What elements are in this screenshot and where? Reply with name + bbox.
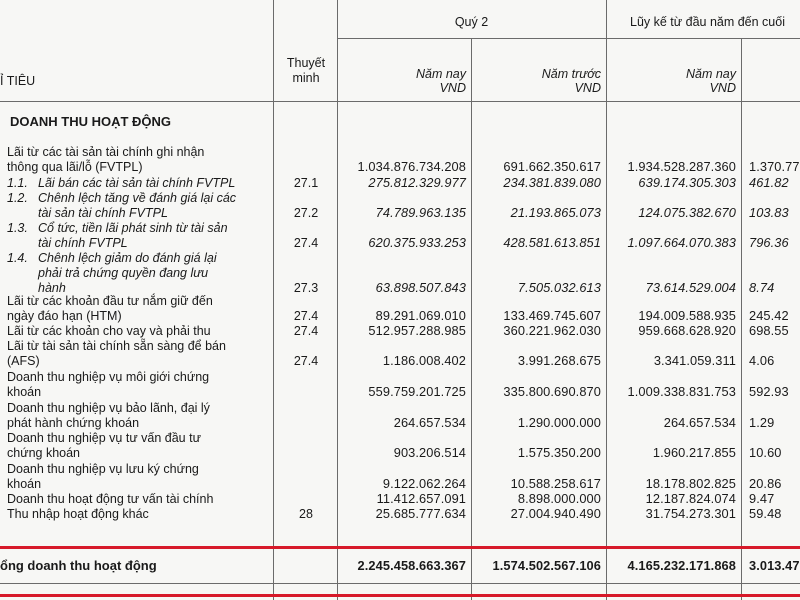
row-ytd-this: 12.187.824.074 — [645, 491, 736, 506]
row-label: Lãi từ các khoản đầu tư nắm giữ đến — [7, 294, 213, 308]
row-ytd-this: 959.668.628.920 — [638, 323, 736, 338]
header-quy2: Quý 2 — [454, 15, 489, 29]
row-q-this: 89.291.069.010 — [375, 308, 466, 323]
row-ytd-prev: 8.74 — [749, 280, 775, 295]
row-label: Lãi từ các tài sản tài chính ghi nhận — [7, 145, 205, 159]
row-ytd-this: 194.009.588.935 — [638, 308, 736, 323]
row-label: Doanh thu nghiệp vụ lưu ký chứng — [7, 462, 199, 476]
row-label: thông qua lãi/lỗ (FVTPL) — [7, 160, 143, 174]
row-label: Doanh thu nghiệp vụ bảo lãnh, đại lý — [7, 401, 210, 415]
row-label: ngày đáo hạn (HTM) — [7, 309, 122, 323]
row-q-prev: 133.469.745.607 — [503, 308, 601, 323]
row-ytd-this: 1.934.528.287.360 — [627, 159, 736, 174]
row-prefix: 1.1. — [7, 176, 28, 190]
row-note: 27.4 — [293, 354, 319, 368]
row-q-this: 264.657.534 — [393, 415, 466, 430]
header-luy-ke: Lũy kế từ đầu năm đến cuối — [630, 15, 785, 29]
row-label: chứng khoán — [7, 446, 81, 460]
row-ytd-this: 1.097.664.070.383 — [627, 235, 736, 250]
row-q-prev: 10.588.258.617 — [510, 476, 601, 491]
row-ytd-prev: 592.93 — [749, 384, 789, 399]
row-ytd-this: 639.174.305.303 — [638, 175, 736, 190]
header-thuyet-minh-2: minh — [292, 71, 320, 85]
total-q-this: 2.245.458.663.367 — [357, 558, 466, 573]
total-bottom-line — [0, 583, 800, 584]
header-col-a-1: Năm nay — [415, 67, 466, 81]
row-note: 27.4 — [293, 309, 319, 323]
section-title: DOANH THU HOẠT ĐỘNG — [10, 114, 172, 129]
row-label: tài chính FVTPL — [38, 236, 128, 250]
row-note: 27.3 — [293, 281, 319, 295]
row-note: 28 — [299, 507, 313, 521]
row-ytd-this: 1.009.338.831.753 — [627, 384, 736, 399]
header-underline-top — [337, 38, 800, 39]
row-note: 27.1 — [293, 176, 319, 190]
row-q-prev: 7.505.032.613 — [517, 280, 601, 295]
col-divider-ytd-inner — [741, 38, 742, 600]
row-q-this: 25.685.777.634 — [375, 506, 466, 521]
row-label: Lãi từ tài sản tài chính sẵn sàng để bán — [7, 339, 226, 353]
row-ytd-prev: 461.82 — [749, 175, 789, 190]
header-col-c-2: VND — [709, 81, 736, 95]
row-q-prev: 27.004.940.490 — [510, 506, 601, 521]
row-q-this: 1.034.876.734.208 — [357, 159, 466, 174]
row-prefix: 1.4. — [7, 251, 28, 265]
total-ytd-this: 4.165.232.171.868 — [627, 558, 736, 573]
row-q-prev: 21.193.865.073 — [510, 205, 601, 220]
row-label: (AFS) — [7, 354, 40, 368]
row-q-prev: 1.575.350.200 — [517, 445, 601, 460]
total-top-accent — [0, 546, 800, 549]
total-ytd-prev: 3.013.47 — [749, 558, 800, 573]
row-q-this: 903.206.514 — [393, 445, 466, 460]
header-col-b-2: VND — [574, 81, 601, 95]
row-q-prev: 360.221.962.030 — [503, 323, 601, 338]
row-label: Chênh lệch giảm do đánh giá lại — [38, 251, 217, 265]
row-ytd-prev: 4.06 — [749, 353, 775, 368]
row-label: Doanh thu hoạt động tư vấn tài chính — [7, 492, 214, 506]
row-q-prev: 8.898.000.000 — [517, 491, 601, 506]
row-ytd-this: 124.075.382.670 — [638, 205, 736, 220]
col-divider-q — [606, 0, 607, 600]
row-note: 27.4 — [293, 324, 319, 338]
row-note: 27.4 — [293, 236, 319, 250]
bottom-accent — [0, 594, 800, 597]
row-label: Cổ tức, tiền lãi phát sinh từ tài sản — [38, 221, 228, 235]
header-chi-tieu: Ỉ TIÊU — [0, 74, 36, 88]
row-prefix: 1.2. — [7, 191, 28, 205]
row-ytd-prev: 9.47 — [749, 491, 775, 506]
row-label: hành — [38, 281, 66, 295]
col-divider-label — [273, 0, 274, 600]
row-q-this: 11.412.657.091 — [376, 491, 466, 506]
row-q-prev: 234.381.839.080 — [503, 175, 601, 190]
row-ytd-this: 1.960.217.855 — [652, 445, 736, 460]
row-q-this: 512.957.288.985 — [368, 323, 466, 338]
row-q-this: 559.759.201.725 — [368, 384, 466, 399]
header-col-b-1: Năm trước — [541, 67, 601, 81]
row-label: Doanh thu nghiệp vụ môi giới chứng — [7, 370, 210, 384]
row-q-this: 1.186.008.402 — [382, 353, 466, 368]
row-ytd-prev: 10.60 — [749, 445, 782, 460]
header-col-a-2: VND — [439, 81, 466, 95]
header-col-c-1: Năm nay — [685, 67, 736, 81]
row-ytd-prev: 103.83 — [749, 205, 789, 220]
row-q-this: 63.898.507.843 — [375, 280, 466, 295]
row-ytd-prev: 245.42 — [749, 308, 789, 323]
row-label: phát hành chứng khoán — [7, 416, 140, 430]
row-q-prev: 3.991.268.675 — [517, 353, 601, 368]
row-ytd-prev: 796.36 — [749, 235, 789, 250]
row-q-this: 74.789.963.135 — [375, 205, 466, 220]
row-label: Lãi bán các tài sản tài chính FVTPL — [38, 176, 236, 190]
row-q-prev: 428.581.613.851 — [503, 235, 601, 250]
row-label: Thu nhập hoạt động khác — [7, 507, 149, 521]
row-q-this: 620.375.933.253 — [368, 235, 466, 250]
header-bottom-line — [0, 101, 800, 102]
row-ytd-prev: 1.370.77 — [749, 159, 800, 174]
total-q-prev: 1.574.502.567.106 — [492, 558, 601, 573]
row-label: Chênh lệch tăng về đánh giá lại các — [38, 191, 237, 205]
total-label: ổng doanh thu hoạt động — [0, 558, 157, 573]
row-ytd-this: 3.341.059.311 — [653, 353, 736, 368]
row-ytd-this: 18.178.802.825 — [645, 476, 736, 491]
row-label: Lãi từ các khoản cho vay và phải thu — [7, 324, 211, 338]
row-label: khoán — [7, 477, 42, 491]
row-label: tài sản tài chính FVTPL — [38, 206, 168, 220]
row-ytd-this: 73.614.529.004 — [645, 280, 736, 295]
row-q-this: 275.812.329.977 — [368, 175, 466, 190]
row-note: 27.2 — [293, 206, 319, 220]
row-q-this: 9.122.062.264 — [382, 476, 466, 491]
row-ytd-this: 264.657.534 — [663, 415, 736, 430]
row-label: Doanh thu nghiệp vụ tư vấn đầu tư — [7, 431, 201, 445]
row-ytd-prev: 59.48 — [749, 506, 782, 521]
header-thuyet-minh-1: Thuyết — [286, 56, 326, 70]
row-ytd-prev: 1.29 — [749, 415, 775, 430]
row-label: khoán — [7, 385, 42, 399]
col-divider-note — [337, 0, 338, 600]
row-q-prev: 691.662.350.617 — [503, 159, 601, 174]
row-q-prev: 335.800.690.870 — [503, 384, 601, 399]
row-label: phải trả chứng quyền đang lưu — [38, 266, 209, 280]
row-ytd-prev: 20.86 — [749, 476, 782, 491]
row-ytd-prev: 698.55 — [749, 323, 789, 338]
row-ytd-this: 31.754.273.301 — [645, 506, 736, 521]
row-q-prev: 1.290.000.000 — [517, 415, 601, 430]
row-prefix: 1.3. — [7, 221, 28, 235]
col-divider-q-inner — [471, 38, 472, 600]
